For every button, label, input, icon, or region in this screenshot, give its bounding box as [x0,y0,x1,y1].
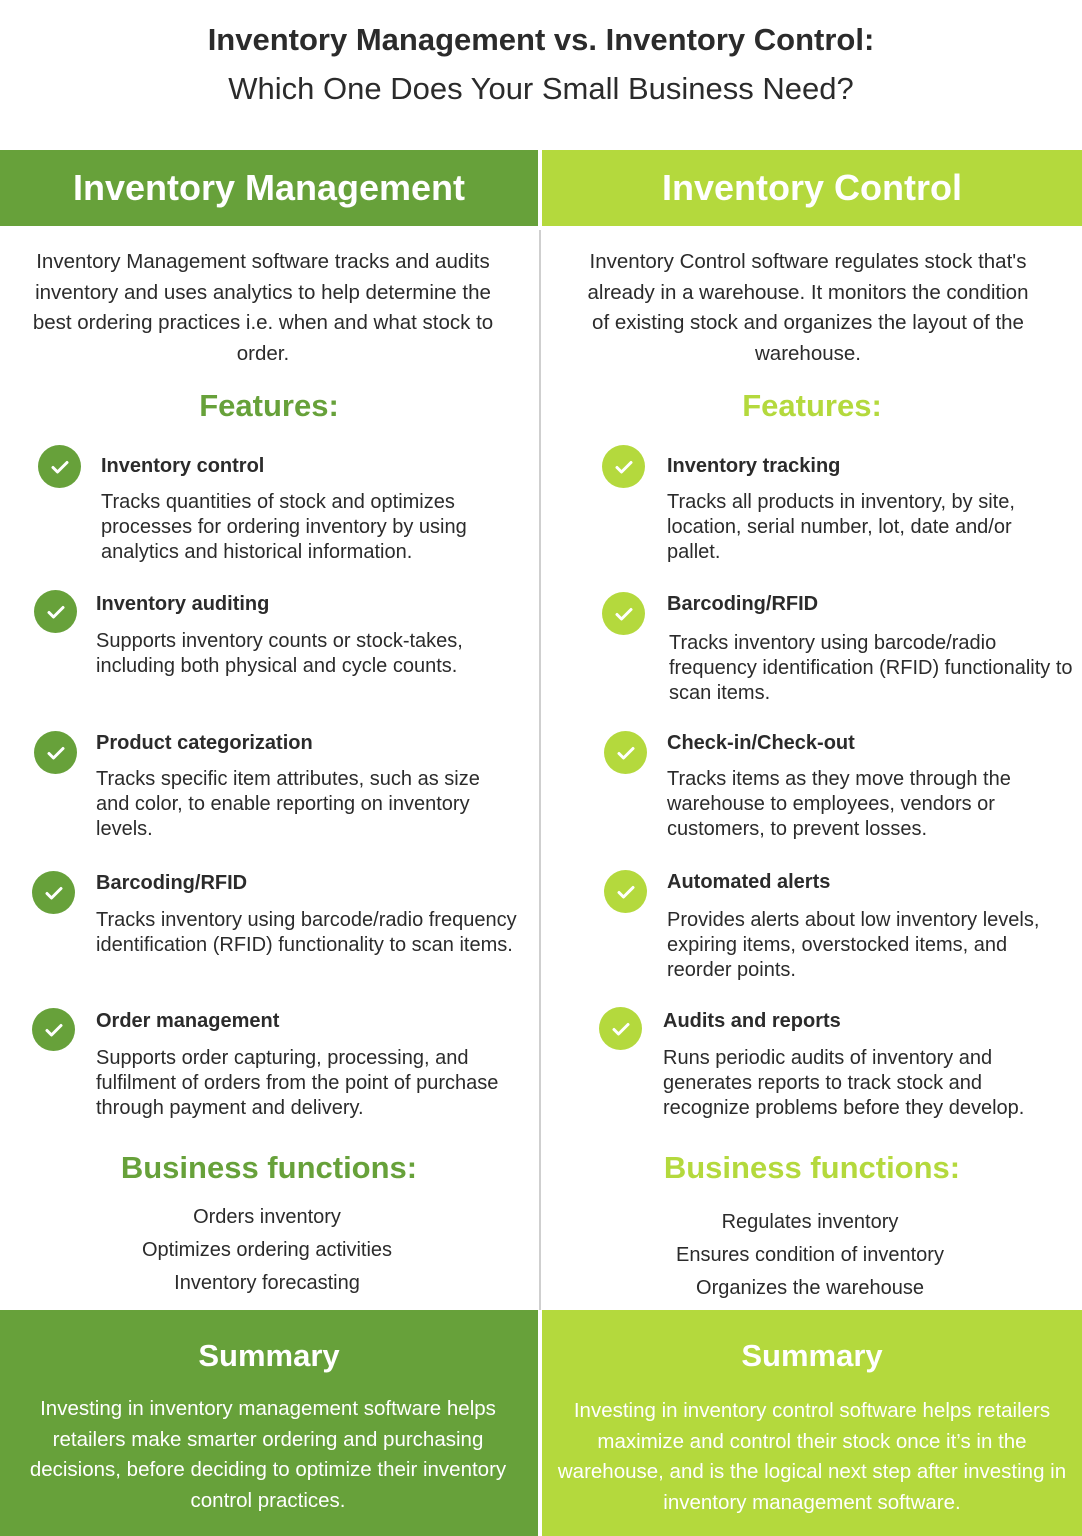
feature-title: Inventory auditing [96,593,270,615]
list-item: Organizes the warehouse [696,1277,924,1299]
check-circle-icon [602,592,645,635]
feature-title: Inventory control [101,455,265,477]
summary-heading: Summary [741,1338,883,1373]
management-column-heading: Inventory Management [0,150,538,226]
management-business-heading: Business functions: [120,1150,418,1185]
feature-title: Barcoding/RFID [667,593,819,615]
feature-description: Tracks all products in inventory, by site, location, serial number, lot, date and/or pallet. [667,491,1015,563]
control-features-heading: Features: [742,388,882,423]
feature-description: Supports order capturing, processing, and fulfilment of orders from the point of purchase through payment and delivery. [96,1047,499,1119]
control-business-heading: Business functions: [663,1150,961,1185]
check-circle-icon [34,590,77,633]
check-circle-icon [34,731,77,774]
feature-description: Tracks quantities of stock and optimizes processes for ordering inventory by using analytics and historical information. [101,491,467,563]
feature-description: Tracks items as they move through the warehouse to employees, vendors or customers, to prevent losses. [667,768,1011,840]
feature-description: Tracks inventory using barcode/radio frequency identification (RFID) functionality to scan items. [669,632,1073,704]
page-header [0,0,1082,150]
feature-description: Provides alerts about low inventory levels, expiring items, overstocked items, and reorder points. [667,909,1040,981]
check-circle-icon [604,870,647,913]
feature-title: Check-in/Check-out [667,732,855,754]
control-summary [542,1310,1082,1536]
check-circle-icon [38,445,81,488]
feature-title: Audits and reports [663,1010,841,1032]
summary-heading: Summary [198,1338,340,1373]
management-intro: Inventory Management software tracks and audits inventory and uses analytics to help determine the best ordering practices i.e. when and what stock to order. [32,250,494,365]
feature-description: Supports inventory counts or stock-takes, including both physical and cycle counts. [96,630,463,677]
summary-text: Investing in inventory control software helps retailers maximize and control their stock once it’s in the warehouse, and is the logical next step after investing in inventory management software. [557,1399,1067,1514]
check-circle-icon [32,871,75,914]
control-column-heading: Inventory Control [542,150,1082,226]
page-title: Inventory Management vs. Inventory Control: [207,22,875,57]
feature-description: Tracks specific item attributes, such as size and color, to enable reporting on inventory levels. [96,768,480,840]
feature-title: Product categorization [96,732,313,754]
feature-title: Inventory tracking [667,455,841,477]
summary-text: Investing in inventory management software helps retailers make smarter ordering and purchasing decisions, before deciding to optimize their inventory control practices. [29,1397,507,1512]
feature-title: Order management [96,1010,280,1032]
feature-description: Runs periodic audits of inventory and generates reports to track stock and recognize problems before they develop. [663,1047,1025,1119]
page-subtitle: Which One Does Your Small Business Need? [228,71,854,106]
control-business-list [542,1206,1078,1305]
management-business-list [0,1201,534,1300]
check-circle-icon [32,1008,75,1051]
management-features-heading: Features: [199,388,339,423]
check-circle-icon [604,731,647,774]
feature-description: Tracks inventory using barcode/radio frequency identification (RFID) functionality to scan items. [96,909,517,956]
list-item: Ensures condition of inventory [676,1244,944,1266]
feature-title: Barcoding/RFID [96,872,248,894]
control-intro: Inventory Control software regulates stock that's already in a warehouse. It monitors the condition of existing stock and organizes the layout of the warehouse. [587,250,1029,365]
management-summary [0,1310,538,1536]
feature-title: Automated alerts [667,871,831,893]
list-item: Regulates inventory [721,1211,899,1233]
list-item: Optimizes ordering activities [141,1239,393,1261]
list-item: Orders inventory [193,1206,341,1228]
check-circle-icon [599,1007,642,1050]
check-circle-icon [602,445,645,488]
column-divider [539,230,541,1310]
list-item: Inventory forecasting [174,1272,360,1294]
